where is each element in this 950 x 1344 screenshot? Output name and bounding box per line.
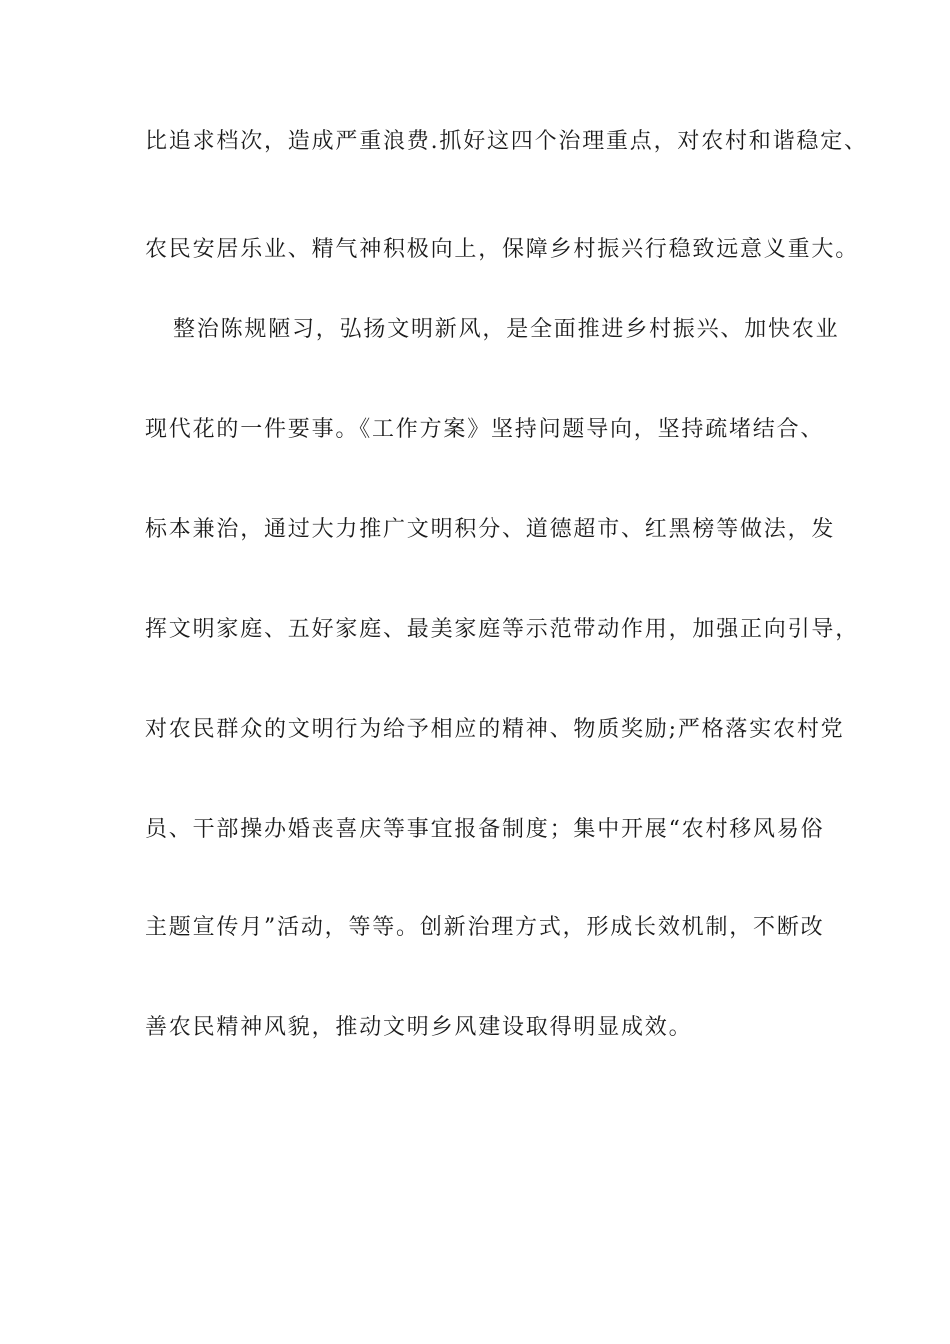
- paragraph-start-line: 整治陈规陋习，弘扬文明新风，是全面推进乡村振兴、加快农业: [173, 317, 840, 342]
- text-line-8: 员、干部操办婚丧喜庆等事宜报备制度；集中开展“农村移风易俗: [145, 817, 825, 842]
- text-line-6: 挥文明家庭、五好家庭、最美家庭等示范带动作用，加强正向引导，: [145, 617, 860, 642]
- text-line-5: 标本兼治，通过大力推广文明积分、道德超市、红黑榜等做法，发: [145, 517, 836, 542]
- text-line-10: 善农民精神风貌，推动文明乡风建设取得明显成效。: [145, 1015, 693, 1040]
- text-line-1: 比追求档次，造成严重浪费.抓好这四个治理重点，对农村和谐稳定、: [145, 129, 868, 154]
- text-line-2: 农民安居乐业、精气神积极向上，保障乡村振兴行稳致远意义重大。: [145, 237, 860, 262]
- text-line-7: 对农民群众的文明行为给予相应的精神、物质奖励;严格落实农村党: [145, 717, 845, 742]
- text-line-9: 主题宣传月”活动，等等。创新治理方式，形成长效机制，不断改: [145, 915, 825, 940]
- text-line-4: 现代花的一件要事。《工作方案》坚持问题导向，坚持疏堵结合、: [145, 417, 825, 442]
